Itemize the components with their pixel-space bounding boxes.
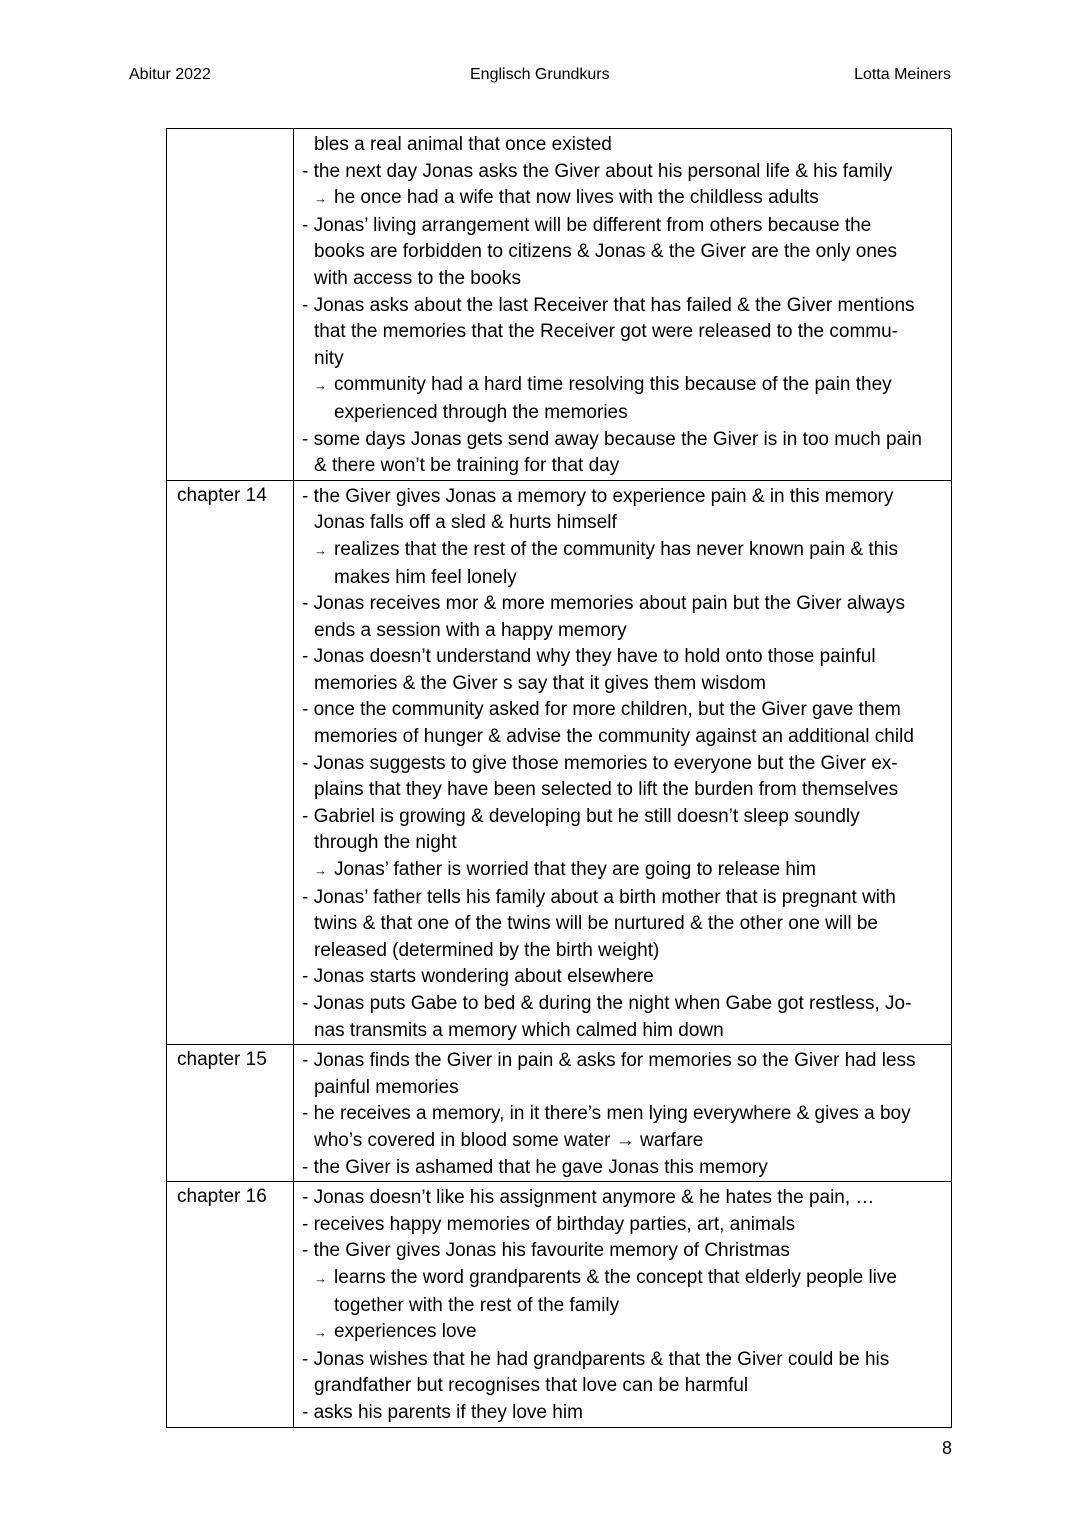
note-text: - Jonas asks about the last Receiver that has failed & the Giver mentions (302, 294, 915, 316)
note-line (302, 1238, 943, 1265)
note-text: - the next day Jonas asks the Giver about his personal life & his family (302, 160, 893, 182)
note-line (302, 400, 943, 427)
note-text: - Jonas doesn’t like his assignment anymore & he hates the pain, … (302, 1187, 875, 1209)
chapter-label (167, 129, 294, 481)
note-text: memories & the Giver s say that it gives them wisdom (314, 672, 766, 694)
note-text: experienced through the memories (334, 401, 628, 423)
table-row (167, 480, 952, 1044)
note-text: - Gabriel is growing & developing but he still doesn’t sleep soundly (302, 805, 860, 827)
note-text: & there won’t be training for that day (314, 455, 620, 477)
chapter-notes-table (166, 128, 952, 1428)
note-text: - Jonas wishes that he had grandparents & that the Giver could be his (302, 1348, 890, 1370)
note-line (302, 159, 943, 186)
note-text: bles a real animal that once existed (314, 134, 612, 155)
note-text: Jonas falls off a sled & hurts himself (314, 512, 617, 534)
note-line (302, 185, 943, 213)
note-line (302, 1347, 943, 1374)
note-line (302, 1212, 943, 1239)
note-line (302, 1265, 943, 1293)
note-line (302, 1128, 943, 1155)
note-line (302, 266, 943, 293)
arrow-right-icon: → (314, 1270, 327, 1286)
chapter-label: chapter 15 (167, 1045, 294, 1182)
note-line (302, 911, 943, 938)
note-line (302, 751, 943, 778)
note-line (302, 671, 943, 698)
header-left: Abitur 2022 (129, 66, 211, 83)
note-line (302, 777, 943, 804)
chapter-content (294, 1182, 952, 1427)
note-text: he once had a wife that now lives with the childless adults (334, 187, 819, 209)
note-line (302, 857, 943, 885)
note-text: - Jonas finds the Giver in pain & asks for memories so the Giver had less (302, 1050, 916, 1072)
note-text: memories of hunger & advise the community against an additional child (314, 726, 914, 748)
note-text: - Jonas puts Gabe to bed & during the night when Gabe got restless, Jo- (302, 993, 912, 1014)
note-line (302, 1319, 943, 1347)
note-text: grandfather but recognises that love can be harmful (314, 1375, 749, 1397)
note-text: plains that they have been selected to lift the burden from themselves (314, 779, 899, 801)
note-line (302, 1101, 943, 1128)
note-line (302, 991, 943, 1018)
note-line (302, 372, 943, 400)
note-line (302, 1018, 943, 1045)
chapter-label: chapter 16 (167, 1182, 294, 1427)
note-text: - Jonas’ living arrangement will be different from others because the (302, 214, 872, 236)
note-text: who’s covered in blood some water → warfare (314, 1129, 704, 1151)
table-row (167, 1182, 952, 1427)
note-line (302, 644, 943, 671)
note-text: with access to the books (314, 267, 521, 289)
note-line (302, 510, 943, 537)
note-text: learns the word grandparents & the concept that elderly people live (334, 1266, 897, 1288)
note-text: - the Giver gives Jonas a memory to experience pain & in this memory (302, 485, 894, 507)
chapter-content (294, 129, 952, 481)
table-row (167, 1045, 952, 1182)
note-text: - receives happy memories of birthday parties, art, animals (302, 1213, 796, 1235)
note-text: - the Giver gives Jonas his favourite memory of Christmas (302, 1240, 790, 1262)
note-text: realizes that the rest of the community has never known pain & this (334, 538, 898, 560)
note-text: ends a session with a happy memory (314, 619, 627, 641)
chapter-content (294, 1045, 952, 1182)
note-text: nas transmits a memory which calmed him down (314, 1019, 724, 1041)
note-line (302, 591, 943, 618)
note-line (302, 537, 943, 565)
note-line (302, 804, 943, 831)
note-text: Jonas’ father is worried that they are going to release him (334, 859, 816, 881)
arrow-right-icon: → (314, 378, 327, 394)
note-text: through the night (314, 832, 457, 854)
arrow-right-icon: → (314, 1325, 327, 1341)
note-line (302, 1373, 943, 1400)
note-text: released (determined by the birth weight) (314, 939, 660, 961)
note-text: painful memories (314, 1076, 459, 1098)
note-line (302, 1293, 943, 1320)
note-line (302, 1155, 943, 1182)
header-center: Englisch Grundkurs (470, 66, 610, 83)
note-text: community had a hard time resolving this because of the pain they (334, 374, 892, 396)
note-text: - he receives a memory, in it there’s men lying everywhere & gives a boy (302, 1103, 911, 1125)
header-right: Lotta Meiners (854, 66, 951, 83)
note-line (302, 1075, 943, 1102)
note-line (302, 239, 943, 266)
note-text: books are forbidden to citizens & Jonas & the Giver are the only ones (314, 241, 897, 263)
note-line (302, 618, 943, 645)
note-line (302, 1185, 943, 1212)
note-text: - once the community asked for more children, but the Giver gave them (302, 699, 901, 721)
note-line (302, 293, 943, 320)
note-line (302, 132, 943, 159)
note-line (302, 453, 943, 480)
table-row (167, 129, 952, 481)
note-line (302, 885, 943, 912)
note-text: - the Giver is ashamed that he gave Jonas this memory (302, 1156, 768, 1178)
note-line (302, 964, 943, 991)
note-text: together with the rest of the family (334, 1294, 620, 1316)
note-text: - Jonas’ father tells his family about a birth mother that is pregnant with (302, 886, 896, 908)
arrow-right-icon: → (314, 863, 327, 879)
note-line (302, 830, 943, 857)
note-text: twins & that one of the twins will be nurtured & the other one will be (314, 913, 878, 935)
note-line (302, 1400, 943, 1427)
note-text: - Jonas doesn’t understand why they have to hold onto those painful (302, 646, 876, 668)
note-line (302, 565, 943, 592)
note-line (302, 697, 943, 724)
note-line (302, 1048, 943, 1075)
page-number: 8 (941, 1438, 952, 1458)
note-text: makes him feel lonely (334, 566, 517, 588)
table-body (167, 129, 952, 1428)
arrow-right-icon: → (314, 542, 327, 558)
note-text: nity (314, 347, 344, 369)
note-text: - Jonas starts wondering about elsewhere (302, 966, 654, 988)
note-text: experiences love (334, 1321, 477, 1343)
note-line (302, 427, 943, 454)
note-text: that the memories that the Receiver got were released to the commu- (314, 321, 898, 343)
note-line (302, 724, 943, 751)
note-text: - Jonas suggests to give those memories to everyone but the Giver ex- (302, 752, 898, 774)
chapter-label: chapter 14 (167, 480, 294, 1044)
note-line (302, 213, 943, 240)
note-line (302, 938, 943, 965)
chapter-content (294, 480, 952, 1044)
note-line (302, 484, 943, 511)
note-text: - asks his parents if they love him (302, 1401, 583, 1423)
note-line (302, 319, 943, 346)
arrow-right-icon: → (314, 191, 327, 207)
note-text: - Jonas receives mor & more memories about pain but the Giver always (302, 593, 905, 615)
note-text: - some days Jonas gets send away because the Giver is in too much pain (302, 428, 922, 450)
note-line (302, 346, 943, 373)
